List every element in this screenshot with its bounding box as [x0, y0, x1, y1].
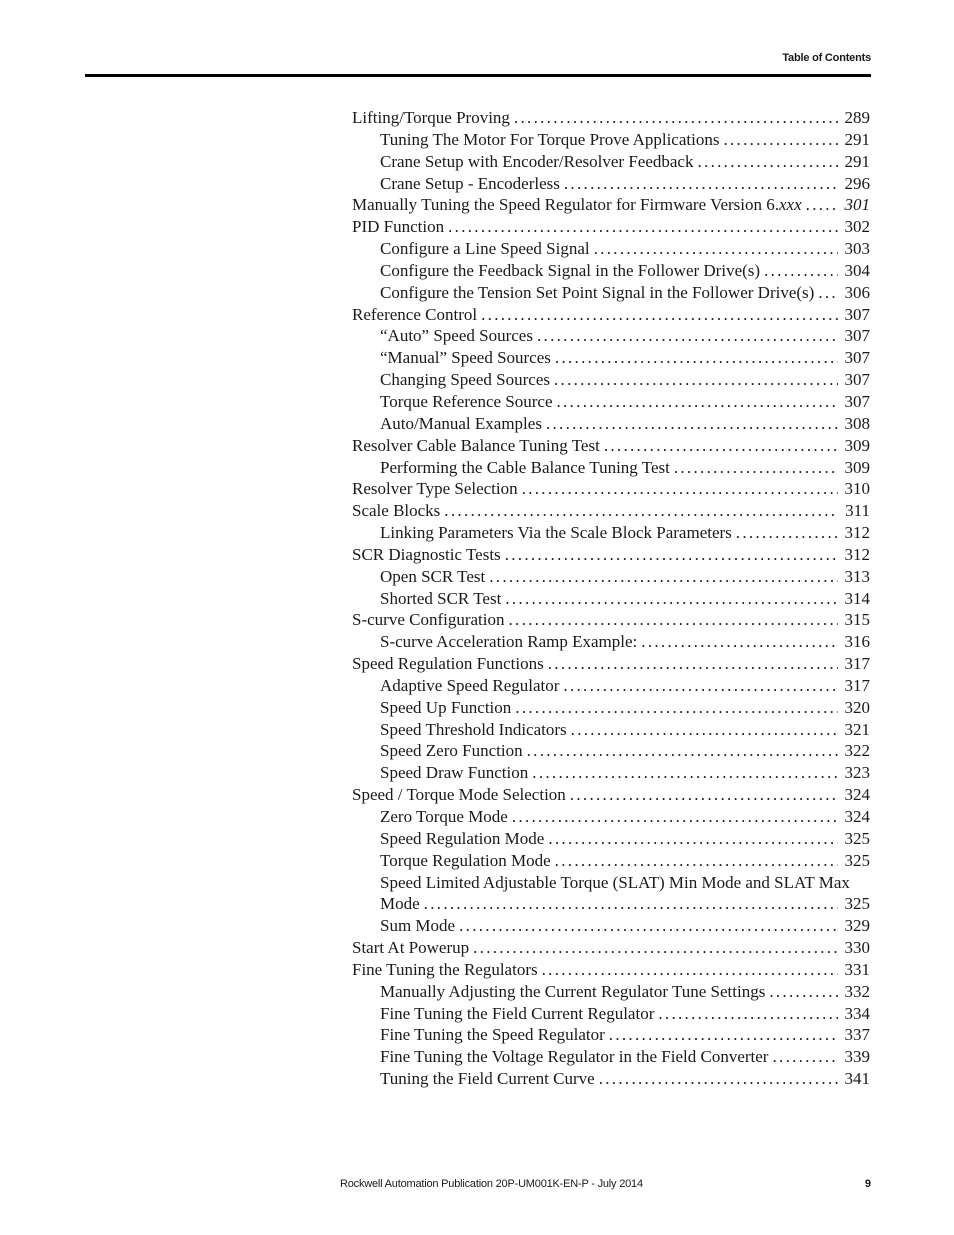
toc-entry-title: S-curve Acceleration Ramp Example:: [380, 632, 638, 652]
toc-entry-page: 325: [844, 894, 870, 914]
toc-entry-page: 303: [844, 239, 870, 259]
dot-leader: [554, 369, 838, 391]
toc-entry[interactable]: [352, 1046, 870, 1068]
dot-leader: [564, 173, 838, 195]
toc-entry-page: 307: [844, 304, 870, 324]
toc-entry-page: 329: [844, 916, 870, 936]
dot-leader: [527, 740, 838, 762]
section-title: Table of Contents: [782, 52, 871, 64]
dot-leader: [532, 762, 838, 784]
dot-leader: [571, 719, 838, 741]
toc-entry-page: 302: [844, 217, 870, 237]
toc-entry-page: 301: [844, 195, 870, 215]
toc-entry[interactable]: [352, 784, 870, 806]
toc-entry-title: PID Function: [352, 217, 445, 237]
toc-entry-page: 304: [844, 260, 870, 280]
dot-leader: [522, 478, 838, 500]
toc-entry[interactable]: [352, 413, 870, 435]
toc-entry-page: 325: [844, 850, 870, 870]
toc-entry[interactable]: [352, 478, 870, 500]
toc-entry[interactable]: [352, 107, 870, 129]
toc-entry[interactable]: [352, 937, 870, 959]
toc-entry-title: Configure the Feedback Signal in the Follower Drive(s): [380, 260, 761, 280]
toc-entry[interactable]: [352, 457, 870, 479]
dot-leader: [448, 216, 838, 238]
toc-entry-title: Torque Regulation Mode: [380, 850, 551, 870]
dot-leader: [555, 347, 838, 369]
toc-entry-page: 317: [844, 654, 870, 674]
dot-leader: [736, 522, 838, 544]
toc-entry-page: 312: [844, 544, 870, 564]
dot-leader: [772, 1046, 838, 1068]
toc-entry-title: Speed Zero Function: [380, 741, 523, 761]
dot-leader: [723, 129, 838, 151]
toc-entry-title: Speed Regulation Mode: [380, 828, 545, 848]
page-number: 9: [864, 1178, 871, 1190]
toc-entry[interactable]: [352, 129, 870, 151]
dot-leader: [697, 151, 838, 173]
toc-entry-continuation[interactable]: [352, 893, 870, 915]
toc-entry-title: Fine Tuning the Speed Regulator: [380, 1025, 605, 1045]
toc-entry[interactable]: [352, 981, 870, 1003]
toc-entry[interactable]: [352, 216, 870, 238]
toc-entry-title: Fine Tuning the Field Current Regulator: [380, 1003, 655, 1023]
toc-entry[interactable]: [352, 151, 870, 173]
toc-entry[interactable]: [352, 762, 870, 784]
table-of-contents: [352, 107, 870, 1090]
toc-entry-page: 334: [844, 1003, 870, 1023]
toc-entry[interactable]: [352, 828, 870, 850]
toc-entry-title: S-curve Configuration: [352, 610, 505, 630]
toc-entry-title: Fine Tuning the Voltage Regulator in the Field Converter: [380, 1047, 769, 1067]
dot-leader: [537, 325, 838, 347]
dot-leader: [557, 391, 839, 413]
toc-entry[interactable]: [352, 173, 870, 195]
toc-entry[interactable]: [352, 850, 870, 872]
toc-entry-title: Adaptive Speed Regulator: [380, 675, 560, 695]
toc-entry-title: Changing Speed Sources: [380, 370, 550, 390]
toc-entry-title: “Manual” Speed Sources: [380, 348, 551, 368]
toc-entry-title-continuation: Mode: [380, 894, 420, 914]
toc-entry-title: Tuning the Field Current Curve: [380, 1069, 595, 1089]
dot-leader: [548, 828, 838, 850]
toc-entry-title: Speed Limited Adjustable Torque (SLAT) Min Mode and SLAT Max: [380, 872, 850, 892]
toc-entry[interactable]: [352, 1024, 870, 1046]
toc-entry[interactable]: [352, 369, 870, 391]
toc-entry[interactable]: [352, 325, 870, 347]
dot-leader: [509, 609, 839, 631]
dot-leader: [548, 653, 838, 675]
dot-leader: [515, 697, 838, 719]
toc-entry-title: Zero Torque Mode: [380, 807, 508, 826]
toc-entry-title: Sum Mode: [380, 916, 456, 936]
toc-entry-page: 307: [844, 348, 870, 368]
toc-entry[interactable]: [352, 1068, 870, 1090]
toc-entry-title: Speed Draw Function: [380, 763, 529, 783]
toc-entry-title: SCR Diagnostic Tests: [352, 544, 501, 564]
header-divider: [85, 74, 871, 77]
toc-entry-page: 324: [844, 807, 870, 826]
toc-entry[interactable]: [352, 1003, 870, 1025]
toc-entry-page: 322: [844, 741, 870, 761]
toc-entry-page: 331: [844, 959, 870, 979]
dot-leader: [505, 544, 838, 566]
toc-entry-title: Speed Regulation Functions: [352, 654, 544, 674]
toc-entry-title: Configure a Line Speed Signal: [380, 239, 590, 259]
toc-entry[interactable]: [352, 740, 870, 762]
dot-leader: [806, 194, 838, 216]
toc-entry[interactable]: [352, 566, 870, 588]
toc-entry[interactable]: [352, 588, 870, 610]
dot-leader: [555, 850, 838, 872]
toc-entry-page: 307: [844, 391, 870, 411]
dot-leader: [674, 457, 838, 479]
dot-leader: [444, 500, 838, 522]
toc-entry-page: 291: [844, 151, 870, 171]
dot-leader: [764, 260, 838, 282]
toc-entry[interactable]: [352, 609, 870, 631]
toc-entry[interactable]: [352, 435, 870, 457]
toc-entry-page: 324: [844, 785, 870, 805]
toc-entry-page: 307: [844, 370, 870, 390]
toc-entry-title: Lifting/Torque Proving: [352, 108, 510, 127]
toc-entry[interactable]: [352, 391, 870, 413]
dot-leader: [594, 238, 838, 260]
toc-entry[interactable]: [352, 500, 870, 522]
dot-leader: [609, 1024, 838, 1046]
toc-entry-page: 316: [844, 632, 870, 652]
toc-entry-title: Configure the Tension Set Point Signal in the Follower Drive(s): [380, 282, 815, 302]
toc-entry-title: Crane Setup with Encoder/Resolver Feedback: [380, 151, 694, 171]
toc-entry-page: 341: [844, 1069, 870, 1089]
toc-entry-title: Resolver Type Selection: [352, 479, 518, 499]
dot-leader: [514, 107, 838, 129]
toc-entry-title: “Auto” Speed Sources: [380, 326, 533, 346]
toc-entry-page: 313: [844, 566, 870, 586]
toc-entry-title-italic: xxx: [779, 195, 802, 215]
toc-entry-page: 296: [844, 173, 870, 193]
toc-entry-page: 325: [844, 828, 870, 848]
toc-entry[interactable]: [352, 544, 870, 566]
toc-entry-page: 314: [844, 588, 870, 608]
toc-entry-page: 339: [844, 1047, 870, 1067]
dot-leader: [481, 304, 838, 326]
publication-footer: Rockwell Automation Publication 20P-UM001K-EN-P - July 2014: [340, 1178, 643, 1190]
toc-entry[interactable]: [352, 915, 870, 937]
toc-entry-page: 317: [844, 675, 870, 695]
toc-entry-title: Speed / Torque Mode Selection: [352, 785, 566, 805]
dot-leader: [546, 413, 838, 435]
toc-entry-page: 320: [844, 697, 870, 717]
toc-entry[interactable]: [352, 653, 870, 675]
toc-entry-title: Manually Tuning the Speed Regulator for Firmware Version 6.xxx: [352, 195, 802, 215]
toc-entry[interactable]: [352, 719, 870, 741]
dot-leader: [424, 893, 838, 915]
toc-entry[interactable]: [352, 194, 870, 216]
dot-leader: [505, 588, 838, 610]
toc-entry-page: 330: [844, 938, 870, 958]
toc-entry[interactable]: [352, 304, 870, 326]
dot-leader: [473, 937, 838, 959]
toc-entry-page: 321: [844, 719, 870, 739]
toc-entry-title: Fine Tuning the Regulators: [352, 959, 538, 979]
toc-entry-page: 312: [844, 523, 870, 543]
toc-entry-title: Resolver Cable Balance Tuning Test: [352, 435, 600, 455]
toc-entry-title: Speed Up Function: [380, 697, 512, 717]
toc-entry[interactable]: [352, 675, 870, 697]
toc-entry-title: Open SCR Test: [380, 566, 486, 586]
toc-entry-title: Scale Blocks: [352, 501, 441, 521]
toc-entry[interactable]: [352, 872, 870, 894]
toc-entry-title: Speed Threshold Indicators: [380, 719, 567, 739]
toc-entry-page: 289: [844, 108, 870, 127]
toc-entry-title: Tuning The Motor For Torque Prove Applications: [380, 129, 720, 149]
dot-leader: [563, 675, 838, 697]
toc-entry-title: Auto/Manual Examples: [380, 413, 542, 433]
toc-entry[interactable]: [352, 260, 870, 282]
toc-entry-page: 315: [844, 610, 870, 630]
toc-entry[interactable]: [352, 522, 870, 544]
toc-entry-page: 306: [844, 282, 870, 302]
dot-leader: [658, 1003, 838, 1025]
toc-entry[interactable]: [352, 697, 870, 719]
toc-entry-page: 310: [844, 479, 870, 499]
toc-entry[interactable]: [352, 347, 870, 369]
dot-leader: [512, 806, 838, 828]
toc-entry-page: 309: [844, 435, 870, 455]
dot-leader: [489, 566, 838, 588]
dot-leader: [769, 981, 838, 1003]
toc-entry-page: 307: [844, 326, 870, 346]
toc-entry-title: Torque Reference Source: [380, 391, 553, 411]
toc-entry-page: 309: [844, 457, 870, 477]
toc-entry[interactable]: [352, 631, 870, 653]
toc-entry-title: Manually Adjusting the Current Regulator Tune Settings: [380, 981, 766, 1001]
toc-entry-title: Reference Control: [352, 304, 478, 324]
toc-entry-title: Crane Setup - Encoderless: [380, 173, 560, 193]
toc-entry-title: Performing the Cable Balance Tuning Test: [380, 457, 670, 477]
toc-entry[interactable]: [352, 282, 870, 304]
toc-entry-page: 308: [844, 413, 870, 433]
dot-leader: [570, 784, 838, 806]
dot-leader: [459, 915, 838, 937]
toc-entry-page: 323: [844, 763, 870, 783]
toc-entry-page: 291: [844, 129, 870, 149]
dot-leader: [599, 1068, 838, 1090]
toc-entry[interactable]: [352, 238, 870, 260]
toc-entry[interactable]: [352, 806, 870, 828]
toc-entry-title: Linking Parameters Via the Scale Block Parameters: [380, 523, 732, 543]
toc-entry-page: 337: [844, 1025, 870, 1045]
toc-entry-title: Start At Powerup: [352, 938, 470, 958]
toc-entry[interactable]: [352, 959, 870, 981]
dot-leader: [641, 631, 838, 653]
dot-leader: [604, 435, 838, 457]
toc-entry-title: Shorted SCR Test: [380, 588, 502, 608]
toc-entry-page: 332: [844, 981, 870, 1001]
toc-entry-page: 311: [845, 501, 870, 521]
dot-leader: [818, 282, 838, 304]
dot-leader: [542, 959, 838, 981]
